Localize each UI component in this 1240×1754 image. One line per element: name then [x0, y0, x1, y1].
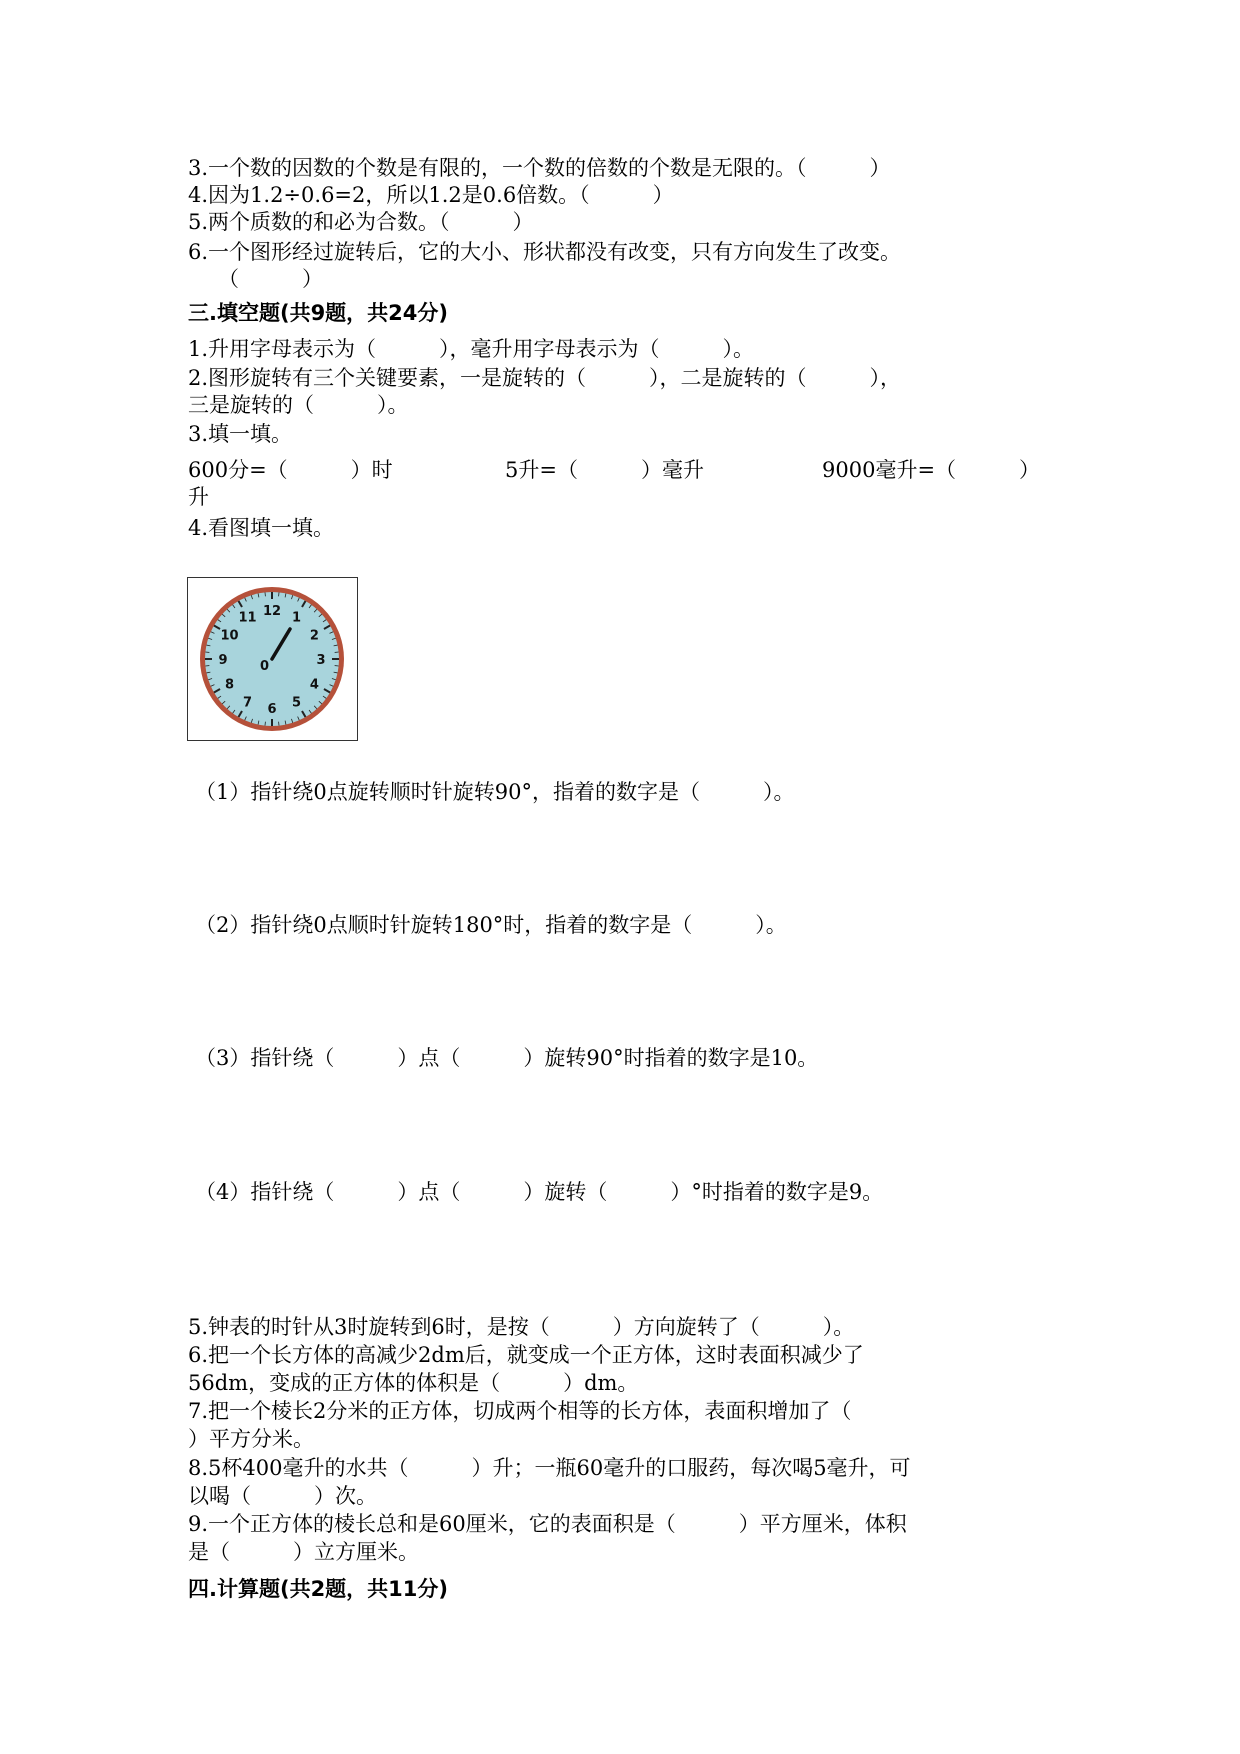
fill-q4-sub3: （3）指针绕（ ）点（ ）旋转90°时指着的数字是10。: [195, 1046, 819, 1070]
fill-q9-line2: 是（ ）立方厘米。: [188, 1540, 419, 1564]
fill-q9-line1: 9.一个正方体的棱长总和是60厘米，它的表面积是（ ）平方厘米，体积: [188, 1512, 907, 1536]
clock-number: 6: [267, 702, 277, 717]
clock-center-label: 0: [260, 659, 270, 674]
clock-number: 2: [309, 628, 319, 644]
fill-q7-line1: 7.把一个棱长2分米的正方体，切成两个相等的长方体，表面积增加了（: [188, 1399, 852, 1423]
fill-q3-item3: 9000毫升=（ ）: [822, 458, 1041, 482]
clock-number: 4: [309, 677, 319, 693]
fill-q7-line2: ）平方分米。: [188, 1427, 314, 1451]
clock-number: 5: [291, 695, 302, 711]
judge-q4: 4.因为1.2÷0.6=2，所以1.2是0.6倍数。（ ）: [188, 183, 674, 207]
fill-q3-title: 3.填一填。: [188, 422, 293, 446]
clock-figure: [187, 577, 358, 741]
judge-q3: 3.一个数的因数的个数是有限的，一个数的倍数的个数是无限的。（ ）: [188, 156, 891, 180]
fill-q8-line2: 以喝（ ）次。: [188, 1484, 377, 1508]
clock-number: 9: [218, 653, 228, 668]
fill-q3-item1: 600分=（ ）时: [188, 458, 393, 482]
fill-q4-sub4: （4）指针绕（ ）点（ ）旋转（ ）°时指着的数字是9。: [195, 1180, 884, 1204]
section3-heading: 三.填空题(共9题，共24分): [188, 301, 449, 325]
fill-q3-item2: 5升=（ ）毫升: [505, 458, 704, 482]
clock-number: 7: [242, 695, 253, 711]
fill-q6-line2: 56dm，变成的正方体的体积是（ ）dm。: [188, 1371, 639, 1395]
fill-q4-title: 4.看图填一填。: [188, 516, 335, 540]
section4-heading: 四.计算题(共2题，共11分): [188, 1577, 449, 1601]
fill-q2-line2: 三是旋转的（ ）。: [188, 393, 409, 417]
fill-q2-line1: 2.图形旋转有三个关键要素，一是旋转的（ ），二是旋转的（ ），: [188, 366, 902, 390]
fill-q4-sub2: （2）指针绕0点顺时针旋转180°时，指着的数字是（ ）。: [195, 913, 787, 937]
clock-number: 8: [225, 677, 235, 693]
fill-q8-line1: 8.5杯400毫升的水共（ ）升；一瓶60毫升的口服药，每次喝5毫升，可: [188, 1456, 911, 1480]
judge-q6-line1: 6.一个图形经过旋转后，它的大小、形状都没有改变，只有方向发生了改变。: [188, 240, 902, 264]
fill-q5: 5.钟表的时针从3时旋转到6时，是按（ ）方向旋转了（ ）。: [188, 1315, 855, 1339]
clock-number: 11: [238, 610, 257, 626]
judge-q5: 5.两个质数的和必为合数。（ ）: [188, 210, 534, 234]
clock-svg: [188, 578, 357, 740]
fill-q4-sub1: （1）指针绕0点旋转顺时针旋转90°，指着的数字是（ ）。: [195, 780, 795, 804]
clock-number: 10: [220, 628, 239, 644]
fill-q3-item3-unit: 升: [188, 485, 209, 509]
judge-q6-line2: （ ）: [218, 267, 323, 291]
clock-number: 3: [316, 653, 326, 668]
fill-q1: 1.升用字母表示为（ ），毫升用字母表示为（ ）。: [188, 337, 755, 361]
clock-number: 12: [262, 604, 282, 619]
fill-q6-line1: 6.把一个长方体的高减少2dm后，就变成一个正方体，这时表面积减少了: [188, 1343, 864, 1367]
clock-number: 1: [291, 610, 302, 626]
